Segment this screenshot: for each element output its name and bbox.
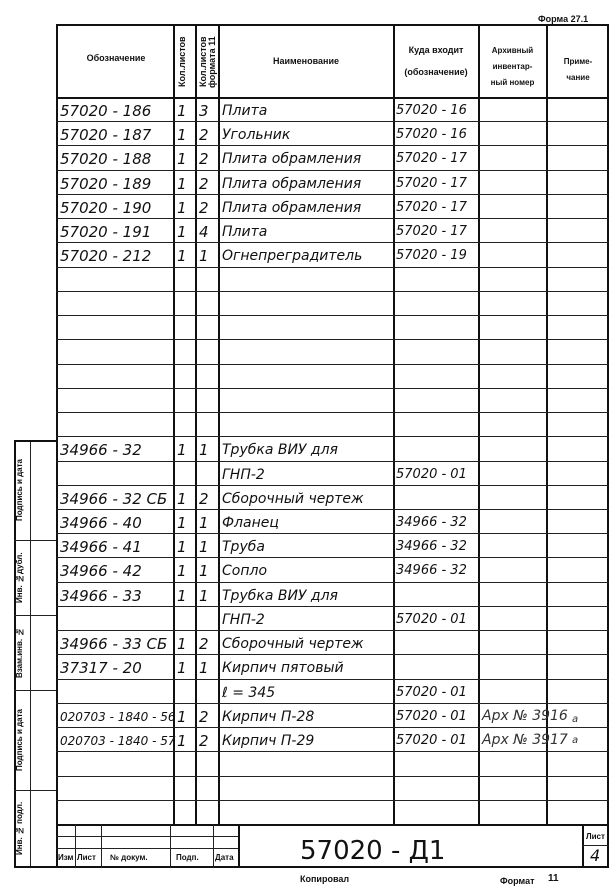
cell-archive: Арх № 3917 (482, 732, 568, 748)
cell-sheets: 1 (177, 659, 187, 677)
header-archive-1: Архивный (491, 46, 534, 55)
title-block-line (56, 836, 238, 837)
row-line (56, 242, 609, 243)
footer-format: Формат (500, 876, 535, 886)
footer-copied: Копировал (300, 874, 350, 884)
side-strip-line (14, 790, 56, 791)
col-line (195, 24, 197, 824)
cell-name: ГНП-2 (222, 612, 265, 628)
header-sheets: Кол.листов (177, 36, 187, 88)
cell-sheets: 1 (177, 150, 187, 168)
cell-sheets: 1 (177, 732, 187, 750)
cell-sheets-a4: 1 (199, 659, 209, 677)
cell-sheets-a4: 1 (199, 514, 209, 532)
cell-where-used: 57020 - 17 (396, 200, 467, 215)
cell-where-used: 57020 - 16 (396, 103, 467, 118)
cell-sheets-a4: 1 (199, 562, 209, 580)
header-archive-2: инвентар- (492, 62, 533, 71)
header-sheets-a4: Кол.листов формата 11 (198, 36, 217, 88)
title-block-line (213, 824, 214, 868)
cell-name: Кирпич П-29 (222, 733, 315, 749)
header-where-2: (обозначение) (404, 67, 468, 77)
cell-name: Трубка ВИУ для (222, 442, 338, 458)
row-line (56, 533, 609, 534)
row-line (56, 654, 609, 655)
cell-sheets-a4: 2 (199, 175, 209, 193)
header-where-1: Куда входит (408, 45, 464, 55)
side-sign-date-top: Подпись и дата (15, 459, 24, 521)
cell-name: Сборочный чертеж (222, 491, 364, 507)
row-line (56, 727, 609, 728)
form-label: Форма 27.1 (538, 14, 589, 24)
cell-sheets-a4: 2 (199, 732, 209, 750)
header-archive-3: ный номер (490, 78, 535, 87)
title-block-line (56, 848, 238, 849)
cell-name: Плита обрамления (222, 200, 362, 216)
cell-sheets-a4: 2 (199, 635, 209, 653)
cell-designation: 57020 - 190 (60, 199, 152, 217)
row-line (56, 218, 609, 219)
title-block-line (101, 824, 102, 868)
side-strip-line (14, 690, 56, 691)
row-line (56, 315, 609, 316)
cell-where-used: 57020 - 01 (396, 733, 467, 748)
row-line (56, 291, 609, 292)
row-line (56, 509, 609, 510)
cell-sheets-a4: 2 (199, 199, 209, 217)
row-line (56, 121, 609, 122)
side-strip-line (30, 440, 31, 868)
header-note-2: чание (566, 73, 590, 82)
header-line (56, 97, 609, 99)
cell-name: Кирпич пятовый (222, 660, 344, 676)
cell-sheets: 1 (177, 562, 187, 580)
cell-designation: 57020 - 212 (60, 247, 152, 265)
side-strip-line (14, 866, 56, 868)
row-line (56, 436, 609, 437)
cell-where-used: 57020 - 16 (396, 127, 467, 142)
cell-name: Трубка ВИУ для (222, 588, 338, 604)
cell-designation: 37317 - 20 (60, 659, 142, 677)
archive-stamp-sup: а (572, 714, 579, 725)
tb-sheet: Лист (77, 853, 96, 862)
cell-sheets: 1 (177, 102, 187, 120)
cell-designation: 34966 - 32 СБ (60, 490, 168, 508)
col-line (478, 24, 480, 824)
cell-where-used: 57020 - 17 (396, 224, 467, 239)
side-sign-date-bottom: Подпись и дата (15, 709, 24, 771)
title-block-line (56, 824, 609, 826)
cell-designation: 34966 - 40 (60, 514, 142, 532)
cell-sheets-a4: 2 (199, 490, 209, 508)
header-name: Наименование (272, 56, 340, 66)
side-strip-line (14, 615, 56, 616)
title-block-line (238, 824, 240, 868)
tb-signature: Подп. (176, 853, 199, 862)
row-line (56, 267, 609, 268)
col-line (218, 24, 220, 824)
document-code: 57020 - Д1 (300, 836, 446, 866)
cell-designation: 020703 - 1840 - 57 (60, 734, 176, 748)
header-designation: Обозначение (86, 53, 146, 63)
cell-where-used: 34966 - 32 (396, 515, 467, 530)
row-line (56, 606, 609, 607)
cell-sheets: 1 (177, 587, 187, 605)
cell-where-used: 57020 - 17 (396, 176, 467, 191)
cell-name: Плита (222, 224, 268, 240)
cell-designation: 34966 - 33 СБ (60, 635, 168, 653)
cell-designation: 020703 - 1840 - 56 (60, 710, 176, 724)
header-note-1: Приме- (563, 57, 593, 66)
cell-designation: 34966 - 42 (60, 562, 142, 580)
row-line (56, 170, 609, 171)
cell-where-used: 34966 - 32 (396, 539, 467, 554)
cell-designation: 57020 - 187 (60, 126, 152, 144)
archive-stamp-sup: а (572, 735, 579, 746)
row-line (56, 751, 609, 752)
cell-where-used: 57020 - 01 (396, 612, 467, 627)
tb-sheet-label: Лист (586, 832, 605, 841)
row-line (56, 339, 609, 340)
cell-name: Сопло (222, 563, 268, 579)
row-line (56, 194, 609, 195)
side-replace-inv: Взам.инв. № (15, 627, 24, 678)
row-line (56, 776, 609, 777)
row-line (56, 630, 609, 631)
cell-sheets-a4: 1 (199, 587, 209, 605)
cell-sheets: 1 (177, 708, 187, 726)
cell-name: Плита обрамления (222, 151, 362, 167)
cell-sheets: 1 (177, 126, 187, 144)
sheet-number: 4 (590, 846, 601, 865)
cell-sheets: 1 (177, 490, 187, 508)
row-line (56, 388, 609, 389)
cell-sheets-a4: 2 (199, 708, 209, 726)
title-block-line (582, 824, 584, 868)
cell-where-used: 57020 - 19 (396, 248, 467, 263)
title-block-line (75, 824, 76, 868)
tb-change: Изм (58, 853, 74, 862)
cell-designation: 57020 - 186 (60, 102, 152, 120)
cell-name: ГНП-2 (222, 467, 265, 483)
cell-name: Кирпич П-28 (222, 709, 315, 725)
cell-sheets: 1 (177, 199, 187, 217)
cell-where-used: 57020 - 17 (396, 151, 467, 166)
cell-name: Сборочный чертеж (222, 636, 364, 652)
row-line (56, 485, 609, 486)
cell-name: Плита обрамления (222, 176, 362, 192)
cell-sheets-a4: 2 (199, 126, 209, 144)
cell-sheets-a4: 4 (199, 223, 209, 241)
footer-format-value: 11 (548, 873, 559, 884)
cell-designation: 57020 - 189 (60, 175, 152, 193)
cell-name: Труба (222, 539, 265, 555)
row-line (56, 412, 609, 413)
cell-sheets: 1 (177, 514, 187, 532)
cell-sheets-a4: 2 (199, 150, 209, 168)
cell-name: ℓ = 345 (222, 685, 276, 701)
row-line (56, 145, 609, 146)
row-line (56, 679, 609, 680)
cell-designation: 34966 - 32 (60, 441, 142, 459)
col-line (546, 24, 548, 824)
row-line (56, 582, 609, 583)
cell-designation: 34966 - 33 (60, 587, 142, 605)
cell-designation: 57020 - 188 (60, 150, 152, 168)
cell-where-used: 34966 - 32 (396, 563, 467, 578)
tb-date: Дата (215, 853, 234, 862)
cell-designation: 34966 - 41 (60, 538, 142, 556)
row-line (56, 800, 609, 801)
cell-name: Огнепреградитель (222, 248, 363, 264)
cell-where-used: 57020 - 01 (396, 685, 467, 700)
cell-archive: Арх № 3916 (482, 708, 568, 724)
cell-sheets-a4: 3 (199, 102, 209, 120)
row-line (56, 557, 609, 558)
cell-sheets: 1 (177, 538, 187, 556)
cell-designation: 57020 - 191 (60, 223, 152, 241)
cell-where-used: 57020 - 01 (396, 709, 467, 724)
side-dup-inv: Инв. №дубл. (15, 552, 24, 603)
cell-sheets-a4: 1 (199, 441, 209, 459)
cell-where-used: 57020 - 01 (396, 467, 467, 482)
cell-sheets: 1 (177, 175, 187, 193)
cell-sheets: 1 (177, 247, 187, 265)
title-block-line (170, 824, 171, 868)
cell-sheets: 1 (177, 635, 187, 653)
col-line (173, 24, 175, 824)
cell-sheets: 1 (177, 441, 187, 459)
row-line (56, 364, 609, 365)
cell-name: Фланец (222, 515, 279, 531)
cell-sheets: 1 (177, 223, 187, 241)
cell-sheets-a4: 1 (199, 538, 209, 556)
row-line (56, 703, 609, 704)
cell-name: Угольник (222, 127, 291, 143)
side-strip-line (14, 540, 56, 541)
row-line (56, 461, 609, 462)
cell-sheets-a4: 1 (199, 247, 209, 265)
cell-name: Плита (222, 103, 268, 119)
side-strip-line (14, 440, 56, 442)
tb-doc-no: № докум. (110, 853, 148, 862)
col-line (393, 24, 395, 824)
side-orig-inv: Инв. № подл. (15, 801, 24, 855)
